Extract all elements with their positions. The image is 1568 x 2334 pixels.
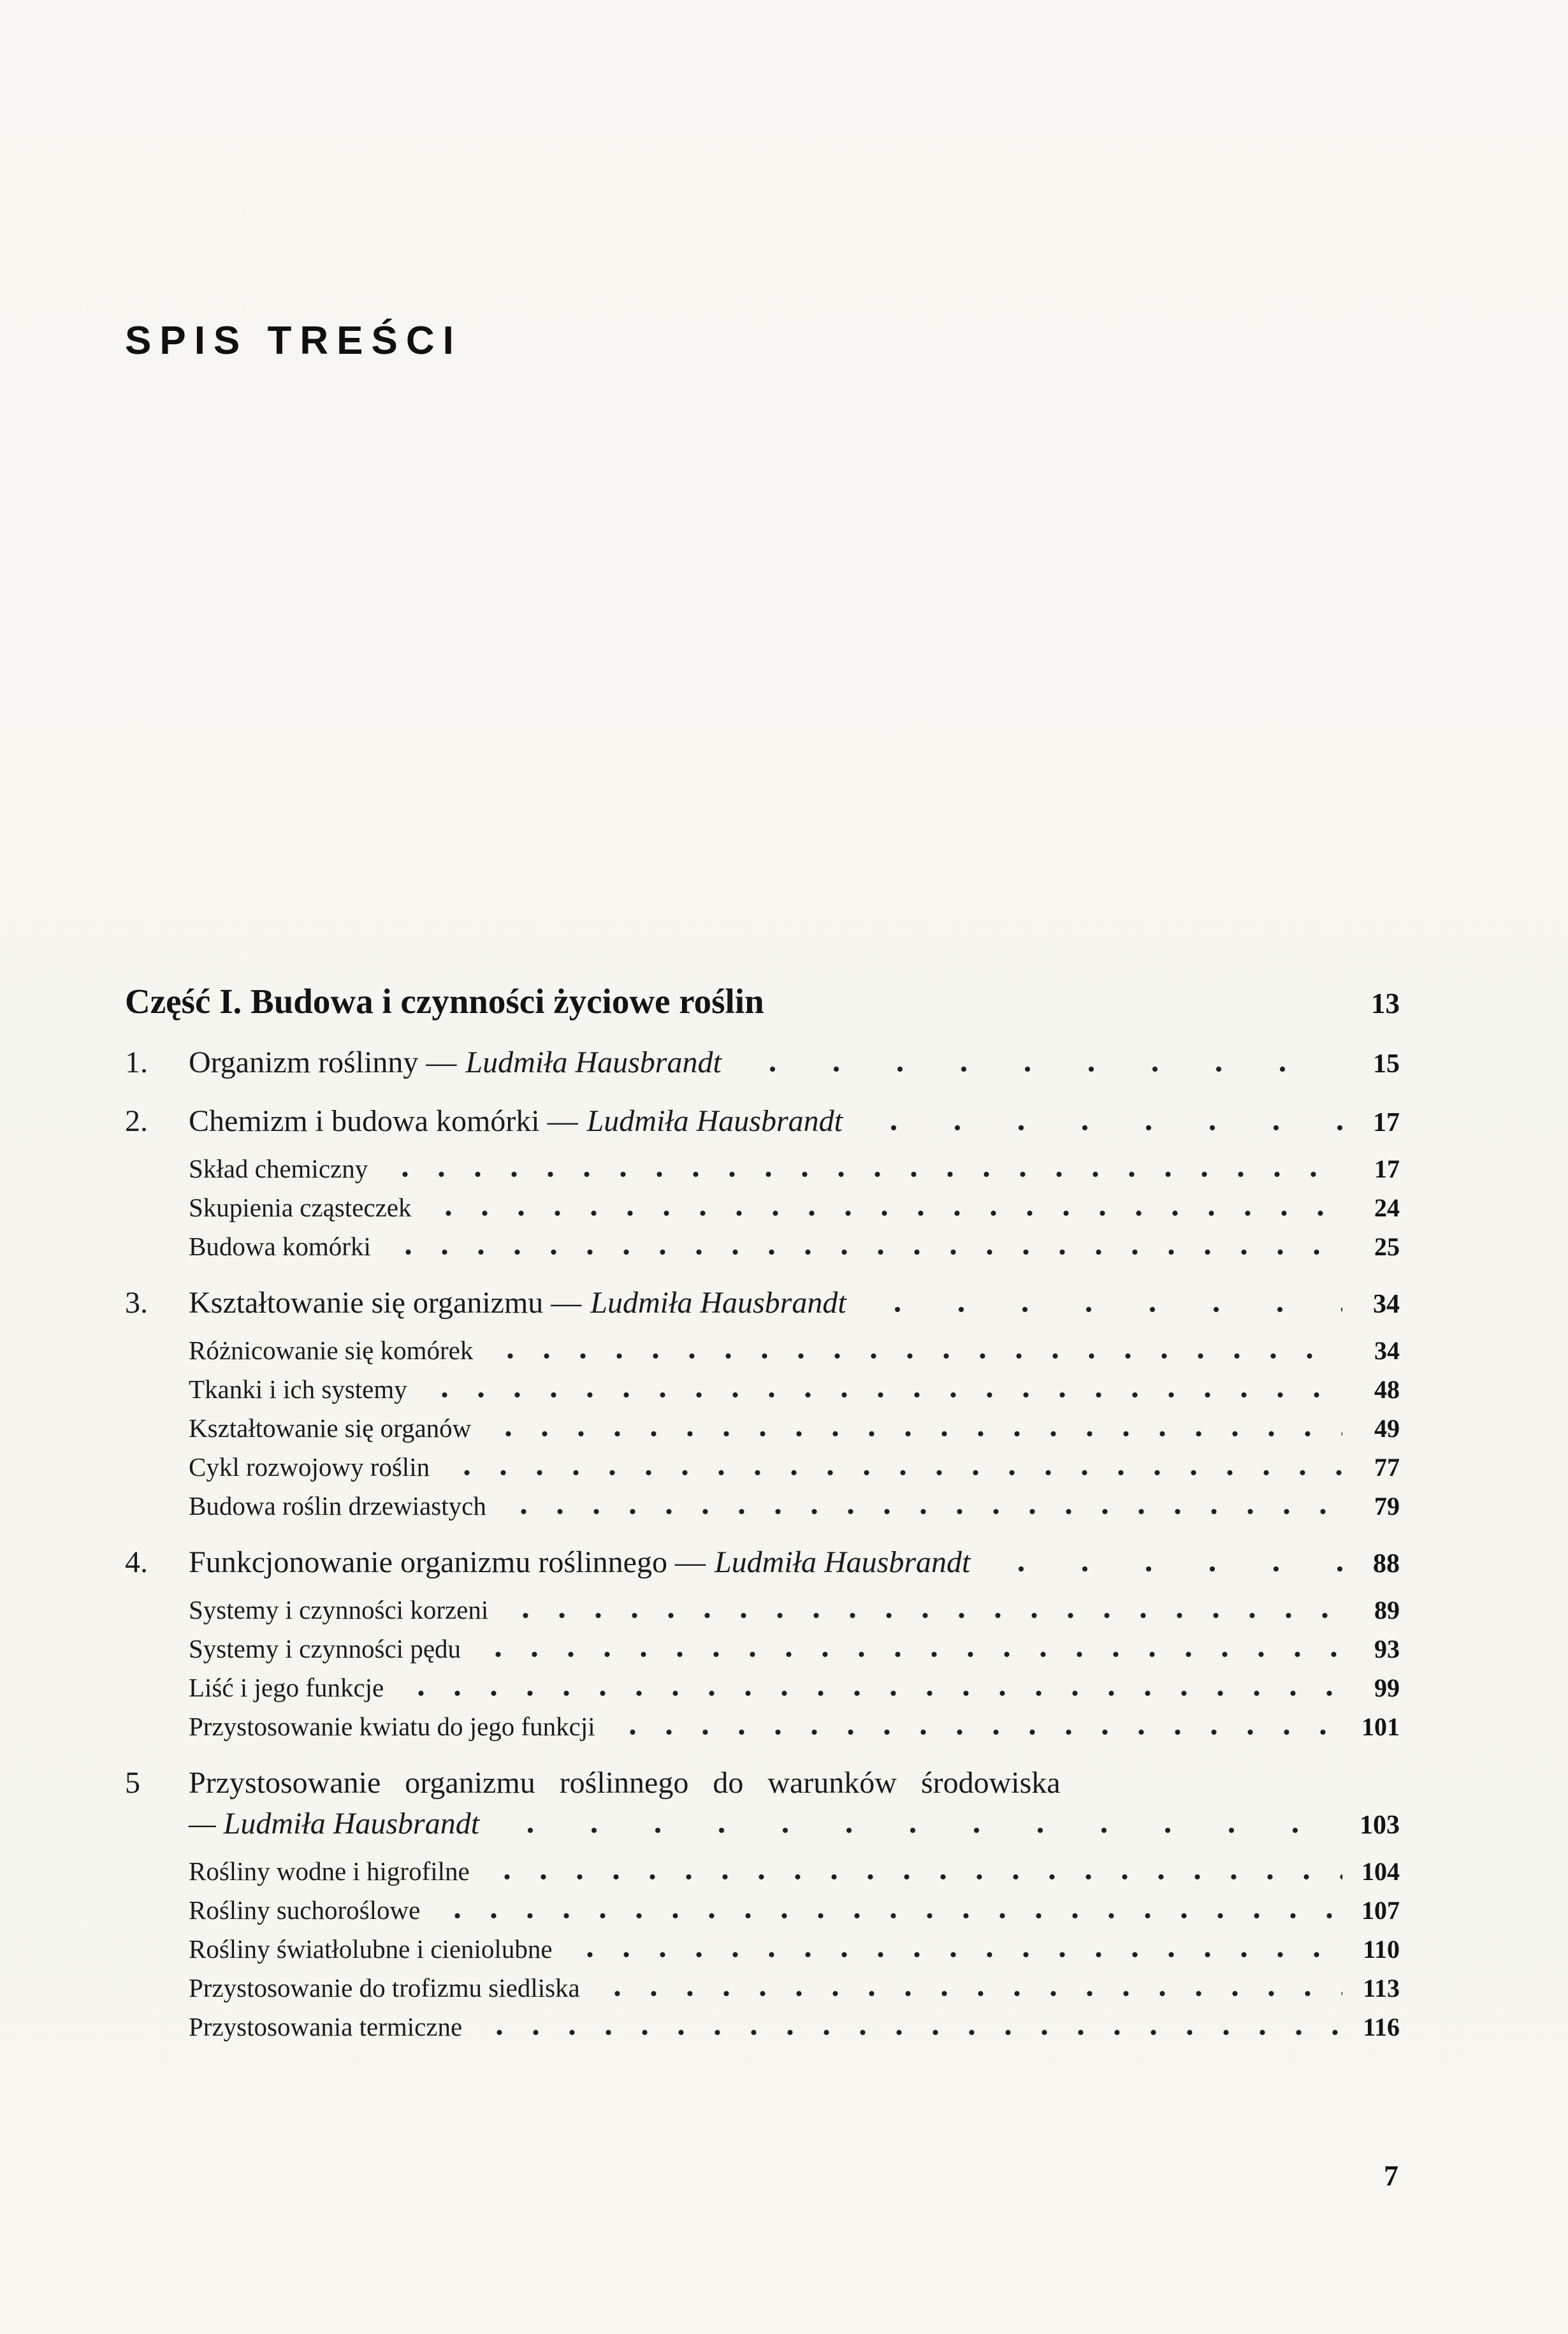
dot-leader bbox=[989, 1566, 1342, 1572]
toc-subentry bbox=[125, 1149, 1400, 1188]
toc-subentry bbox=[125, 1852, 1400, 1891]
subentry-title: Budowa roślin drzewiastych bbox=[189, 1491, 486, 1521]
subentry-title: Tkanki i ich systemy bbox=[189, 1375, 407, 1404]
dot-leader bbox=[507, 1612, 1342, 1619]
dot-leader bbox=[490, 1431, 1342, 1437]
entry-page-number: 34 bbox=[1373, 1290, 1400, 1319]
entry-number: 3. bbox=[125, 1286, 148, 1320]
toc-entry bbox=[125, 1042, 1400, 1084]
toc-subentry bbox=[125, 1448, 1400, 1487]
subentry-page-number: 77 bbox=[1374, 1453, 1400, 1482]
subentry-page-number: 107 bbox=[1361, 1896, 1400, 1925]
subentry-page-number: 99 bbox=[1374, 1674, 1400, 1702]
entry-page-number: 15 bbox=[1373, 1049, 1400, 1079]
entry-title: Chemizm i budowa komórki — bbox=[189, 1104, 578, 1138]
table-of-contents bbox=[125, 981, 1400, 2046]
toc-subentry-group bbox=[125, 1149, 1400, 1266]
subentry-title: Przystosowanie kwiatu do jego funkcji bbox=[189, 1712, 595, 1741]
toc-subentry bbox=[125, 1930, 1400, 1969]
entry-number: 5 bbox=[125, 1766, 140, 1800]
subentry-page-number: 110 bbox=[1363, 1935, 1400, 1964]
subentry-page-number: 48 bbox=[1374, 1375, 1400, 1404]
dot-leader bbox=[439, 1913, 1342, 1919]
subentry-title: Przystosowanie do trofizmu siedliska bbox=[189, 1973, 580, 2002]
toc-subentry bbox=[125, 1668, 1400, 1707]
entry-number: 1. bbox=[125, 1046, 148, 1079]
toc-subentry bbox=[125, 1591, 1400, 1630]
toc-subentry bbox=[125, 1409, 1400, 1448]
dot-leader bbox=[572, 1951, 1342, 1958]
dot-leader bbox=[481, 2029, 1342, 2036]
dot-leader bbox=[505, 1508, 1342, 1515]
entry-title: Kształtowanie się organizmu — bbox=[189, 1286, 582, 1320]
dot-leader bbox=[498, 1827, 1342, 1834]
subentry-title: Kształtowanie się organów bbox=[189, 1413, 472, 1443]
subentry-page-number: 116 bbox=[1363, 2013, 1400, 2041]
toc-subentry-group bbox=[125, 1331, 1400, 1526]
toc-subentry bbox=[125, 1370, 1400, 1409]
subentry-title: Cykl rozwojowy roślin bbox=[189, 1452, 430, 1482]
toc-subentry bbox=[125, 1487, 1400, 1526]
subentry-title: Systemy i czynności pędu bbox=[189, 1634, 461, 1663]
dot-leader bbox=[480, 1651, 1342, 1658]
subentry-title: Rośliny światłolubne i cieniolubne bbox=[189, 1934, 553, 1964]
subentry-title: Rośliny suchoroślowe bbox=[189, 1895, 421, 1925]
subentry-title: Rośliny wodne i higrofilne bbox=[189, 1856, 470, 1886]
toc-entry bbox=[125, 1283, 1400, 1325]
entry-title: Przystosowanie organizmu roślinnego do warunków środowiska bbox=[189, 1766, 1061, 1800]
entry-number: 2. bbox=[125, 1104, 148, 1138]
entry-author: Ludmiła Hausbrandt bbox=[465, 1046, 722, 1079]
toc-entry bbox=[125, 1763, 1400, 1804]
entry-author: Ludmiła Hausbrandt bbox=[590, 1286, 846, 1320]
toc-entry bbox=[125, 1101, 1400, 1143]
toc-subentry bbox=[125, 2008, 1400, 2046]
dot-leader bbox=[862, 1125, 1342, 1131]
entry-number: 4. bbox=[125, 1545, 148, 1579]
dot-leader bbox=[390, 1249, 1342, 1255]
toc-subentry bbox=[125, 1227, 1400, 1266]
toc-subentry bbox=[125, 1969, 1400, 2008]
dot-leader bbox=[387, 1171, 1342, 1178]
toc-subentry bbox=[125, 1630, 1400, 1668]
entry-author: — Ludmiła Hausbrandt bbox=[189, 1807, 480, 1841]
subentry-page-number: 34 bbox=[1374, 1336, 1400, 1365]
toc-subentry bbox=[125, 1331, 1400, 1370]
dot-leader bbox=[741, 1066, 1342, 1072]
toc-subentry bbox=[125, 1891, 1400, 1930]
subentry-page-number: 101 bbox=[1361, 1712, 1400, 1741]
subentry-page-number: 113 bbox=[1363, 1974, 1400, 2002]
toc-subentry-group bbox=[125, 1591, 1400, 1746]
entry-author: Ludmiła Hausbrandt bbox=[586, 1104, 843, 1138]
subentry-title: Skupienia cząsteczek bbox=[189, 1193, 412, 1222]
toc-entry bbox=[125, 1542, 1400, 1584]
part-label: Część I. Budowa i czynności życiowe roślin bbox=[125, 982, 764, 1021]
dot-leader bbox=[449, 1470, 1342, 1476]
subentry-page-number: 17 bbox=[1374, 1155, 1400, 1183]
entry-author: Ludmiła Hausbrandt bbox=[714, 1545, 971, 1579]
toc-subentry bbox=[125, 1707, 1400, 1746]
subentry-page-number: 104 bbox=[1361, 1857, 1400, 1886]
subentry-title: Różnicowanie się komórek bbox=[189, 1336, 474, 1365]
toc-part-heading bbox=[125, 981, 1400, 1025]
subentry-title: Liść i jego funkcje bbox=[189, 1673, 384, 1702]
entry-page-number: 103 bbox=[1360, 1811, 1400, 1840]
toc-subentry-group bbox=[125, 1852, 1400, 2046]
dot-leader bbox=[489, 1874, 1342, 1880]
dot-leader bbox=[599, 1990, 1342, 1997]
dot-leader bbox=[866, 1306, 1342, 1313]
page-title: SPIS TREŚCI bbox=[125, 319, 462, 363]
subentry-page-number: 25 bbox=[1374, 1232, 1400, 1261]
subentry-title: Przystosowania termiczne bbox=[189, 2012, 463, 2041]
dot-leader bbox=[614, 1729, 1342, 1735]
subentry-page-number: 93 bbox=[1374, 1635, 1400, 1663]
subentry-page-number: 79 bbox=[1374, 1492, 1400, 1521]
dot-leader bbox=[492, 1353, 1342, 1359]
subentry-page-number: 24 bbox=[1374, 1193, 1400, 1222]
page-number: 7 bbox=[1384, 2159, 1398, 2192]
subentry-title: Budowa komórki bbox=[189, 1232, 371, 1261]
dot-leader bbox=[403, 1690, 1342, 1696]
subentry-title: Skład chemiczny bbox=[189, 1154, 368, 1183]
subentry-title: Systemy i czynności korzeni bbox=[189, 1595, 489, 1624]
entry-title: Funkcjonowanie organizmu roślinnego — bbox=[189, 1545, 706, 1579]
subentry-page-number: 89 bbox=[1374, 1596, 1400, 1624]
toc-subentry bbox=[125, 1188, 1400, 1227]
part-page-number: 13 bbox=[1371, 988, 1400, 1019]
entry-title: Organizm roślinny — bbox=[189, 1046, 457, 1079]
toc-entry-continuation bbox=[125, 1804, 1400, 1846]
dot-leader bbox=[426, 1392, 1342, 1398]
entry-page-number: 17 bbox=[1373, 1108, 1400, 1137]
subentry-page-number: 49 bbox=[1374, 1414, 1400, 1443]
entry-page-number: 88 bbox=[1373, 1549, 1400, 1579]
dot-leader bbox=[430, 1210, 1342, 1216]
